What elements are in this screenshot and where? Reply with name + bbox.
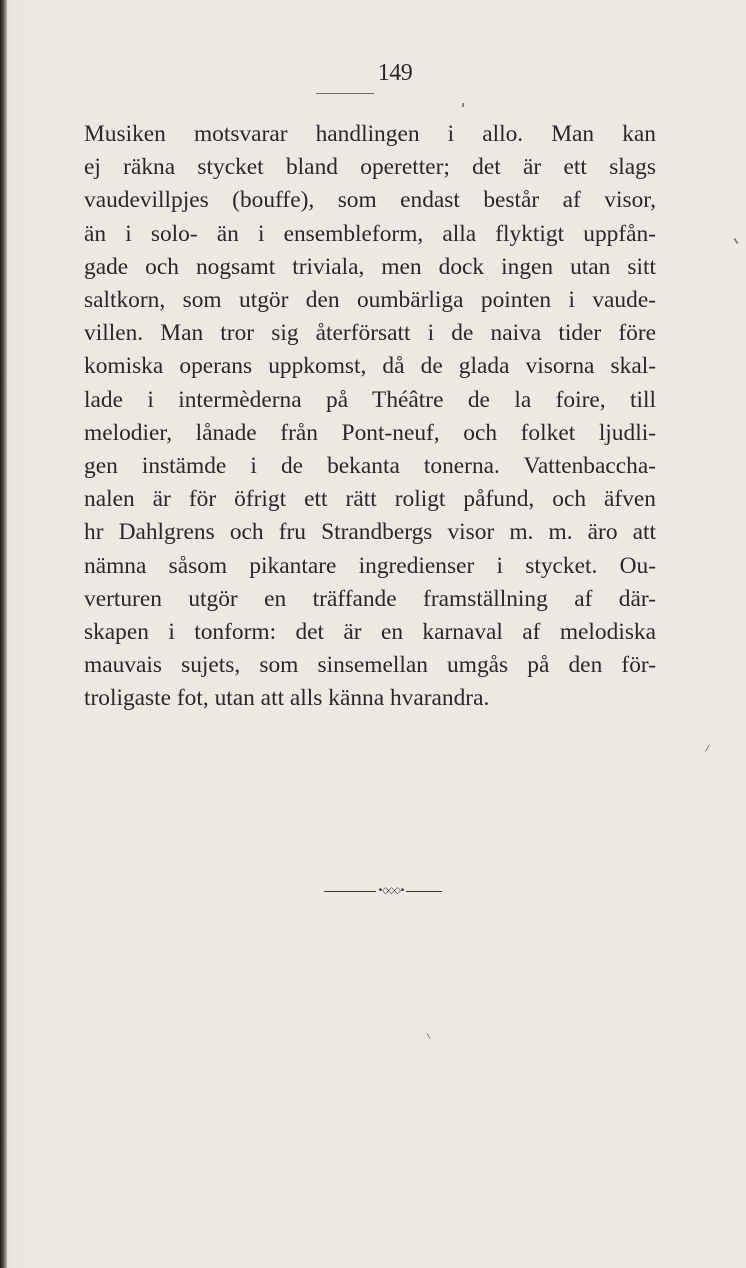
ornament-rule-left	[324, 891, 376, 892]
ornament-center: •◇◇◇•	[377, 886, 405, 896]
text-line: melodier, lånade från Pont-neuf, och folket ljudli-	[84, 419, 656, 446]
body-paragraph	[84, 118, 656, 716]
text-line: Musiken motsvarar handlingen i allo. Man kan	[84, 121, 656, 147]
text-line: hr Dahlgrens och fru Strandbergs visor m. m. äro att	[84, 519, 656, 546]
paper-speck	[733, 238, 738, 244]
text-line: villen. Man tror sig återförsatt i de naiva tider före	[84, 320, 656, 347]
text-line: troligaste fot, utan att alls känna hvarandra.	[84, 685, 490, 712]
paper-speck	[705, 744, 710, 751]
text-line: verturen utgör en träffande framställning af där-	[84, 585, 656, 612]
page-spine-edge	[0, 0, 7, 1268]
ornament-rule-right	[406, 891, 442, 892]
page-number: 149	[377, 60, 413, 86]
text-line: ej räkna stycket bland operetter; det är ett slags	[84, 154, 656, 181]
header-rule	[316, 93, 374, 94]
text-line: nalen är för öfrigt ett rätt roligt påfund, och äfven	[84, 486, 656, 513]
text-line: lade i intermèderna på Théâtre de la foire, till	[84, 386, 656, 413]
text-line: komiska operans uppkomst, då de glada visorna skal-	[84, 353, 656, 380]
text-line: vaudevillpjes (bouffe), som endast består af visor,	[84, 187, 656, 214]
text-line: nämna såsom pikantare ingredienser i stycket. Ou-	[84, 552, 656, 579]
text-line: skapen i tonform: det är en karnaval af melodiska	[84, 619, 656, 646]
text-line: mauvais sujets, som sinsemellan umgås på den för-	[84, 652, 656, 679]
text-line: gen instämde i de bekanta tonerna. Vattenbaccha-	[84, 453, 656, 480]
section-ornament	[0, 884, 746, 897]
paper-speck	[462, 103, 464, 107]
paper-speck	[427, 1033, 430, 1039]
text-line: än i solo- än i ensembleform, alla flyktigt uppfån-	[84, 220, 656, 247]
text-line: saltkorn, som utgör den oumbärliga pointen i vaude-	[84, 287, 656, 314]
text-line: gade och nogsamt triviala, men dock ingen utan sitt	[84, 253, 656, 280]
